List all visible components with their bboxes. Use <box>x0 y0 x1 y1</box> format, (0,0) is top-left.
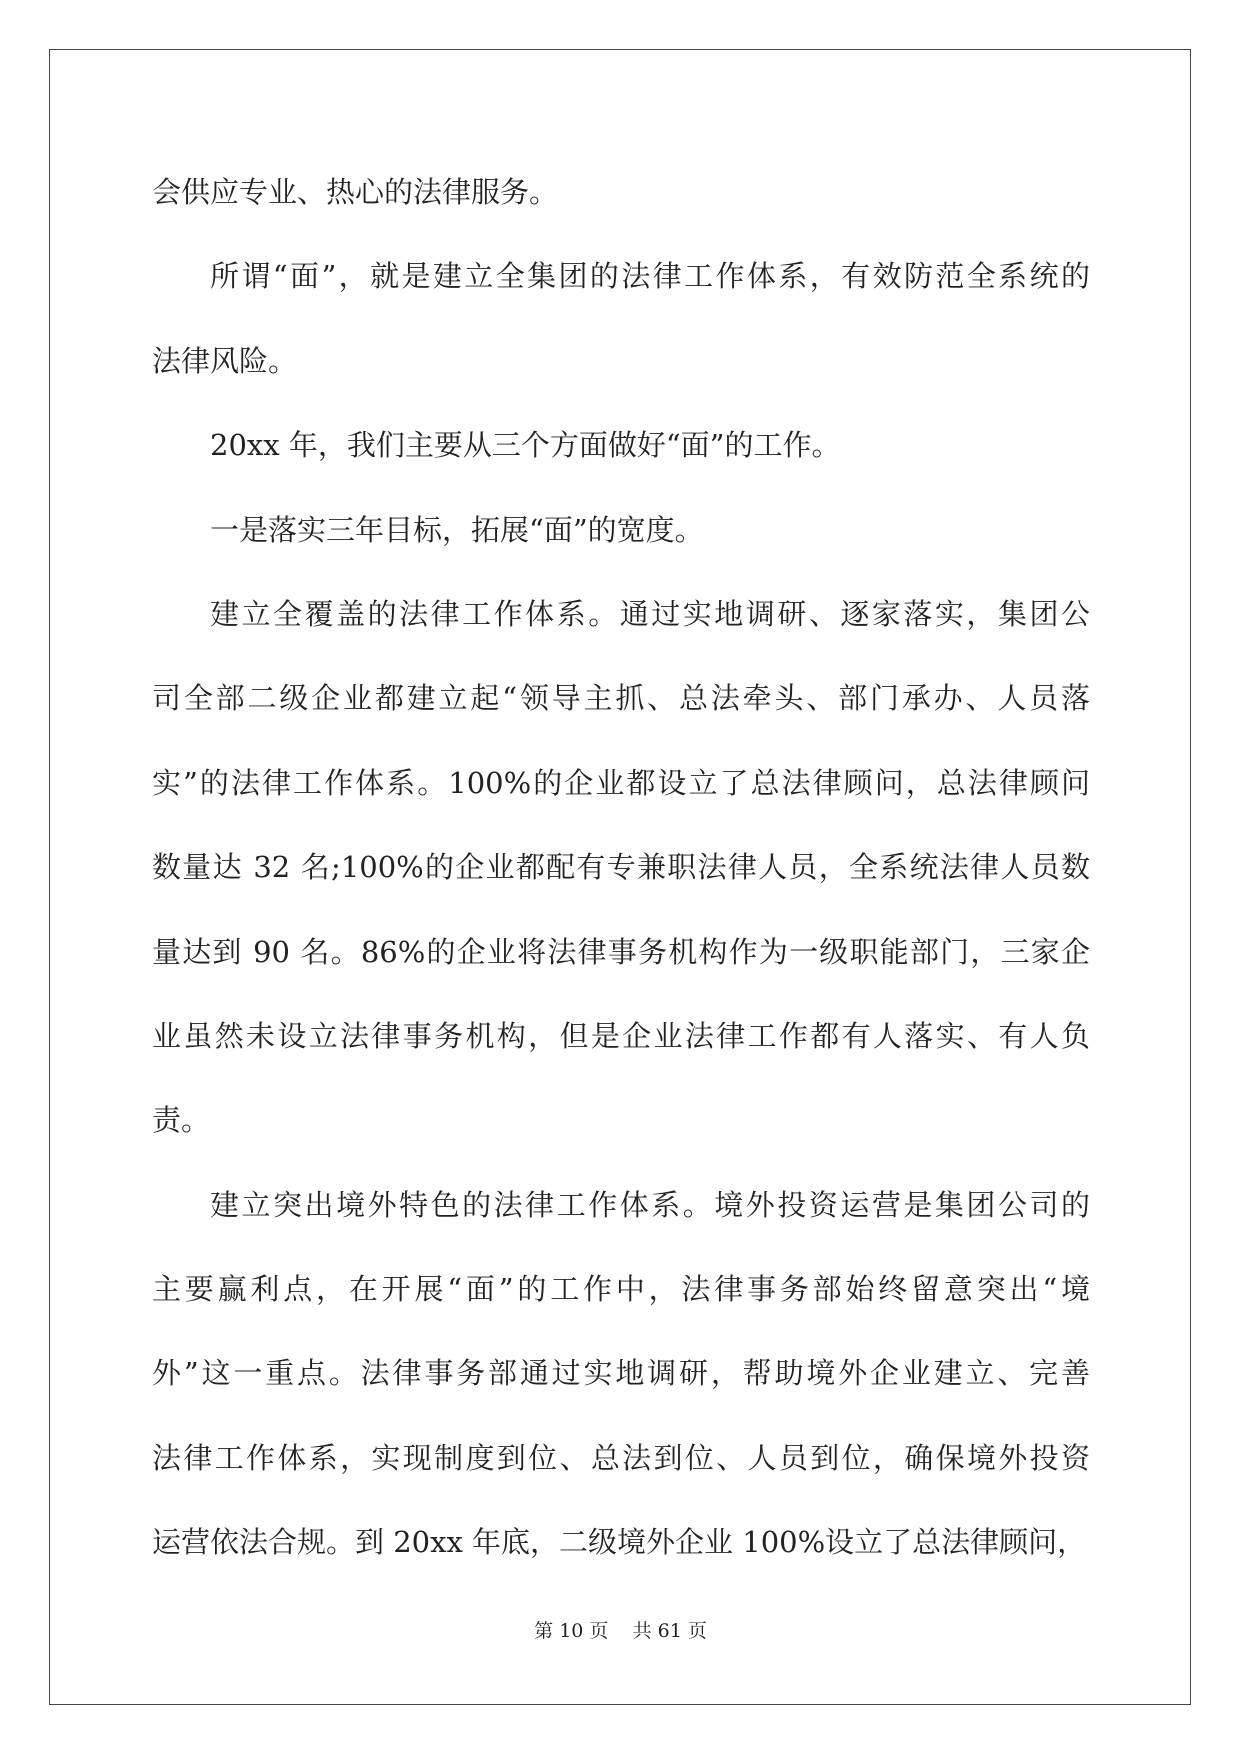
text-line: 司全部二级企业都建立起“领导主抓、总法牵头、部门承办、人员落 <box>152 681 1090 716</box>
text-line: 一是落实三年目标，拓展“面”的宽度。 <box>210 512 704 547</box>
text-line: 会供应专业、热心的法律服务。 <box>152 175 559 209</box>
paragraph-p6 <box>152 1163 1090 1585</box>
text-line: 主要赢利点，在开展“面”的工作中，法律事务部始终留意突出“境 <box>152 1272 1090 1307</box>
text-line: 20xx 年，我们主要从三个方面做好“面”的工作。 <box>210 428 841 463</box>
text-line: 建立突出境外特色的法律工作体系。境外投资运营是集团公司的 <box>210 1187 1090 1222</box>
text-line: 法律风险。 <box>152 343 298 378</box>
text-line: 法律工作体系，实现制度到位、总法到位、人员到位，确保境外投资 <box>152 1440 1090 1475</box>
page-footer: 第 10 页 共 61 页 <box>534 1620 707 1642</box>
paragraph-p1 <box>152 150 1090 234</box>
text-line: 运营依法合规。到 20xx 年底，二级境外企业 100%设立了总法律顾问， <box>152 1525 1087 1560</box>
text-line: 责。 <box>152 1103 211 1138</box>
text-line: 实”的法律工作体系。100%的企业都设立了总法律顾问，总法律顾问 <box>152 765 1090 800</box>
paragraph-p5 <box>152 572 1090 1163</box>
text-line: 业虽然未设立法律事务机构，但是企业法律工作都有人落实、有人负 <box>152 1018 1090 1053</box>
text-line: 数量达 32 名;100%的企业都配有专兼职法律人员，全系统法律人员数 <box>152 850 1090 885</box>
text-line: 所谓“面”，就是建立全集团的法律工作体系，有效防范全系统的 <box>210 259 1090 294</box>
paragraph-p4 <box>152 488 1090 572</box>
paragraph-p2 <box>152 234 1090 403</box>
paragraph-p3 <box>152 403 1090 487</box>
text-line: 外”这一重点。法律事务部通过实地调研，帮助境外企业建立、完善 <box>152 1356 1090 1391</box>
text-line: 建立全覆盖的法律工作体系。通过实地调研、逐家落实，集团公 <box>210 596 1090 631</box>
text-line: 量达到 90 名。86%的企业将法律事务机构作为一级职能部门，三家企 <box>152 934 1090 969</box>
document-body <box>152 150 1090 1585</box>
